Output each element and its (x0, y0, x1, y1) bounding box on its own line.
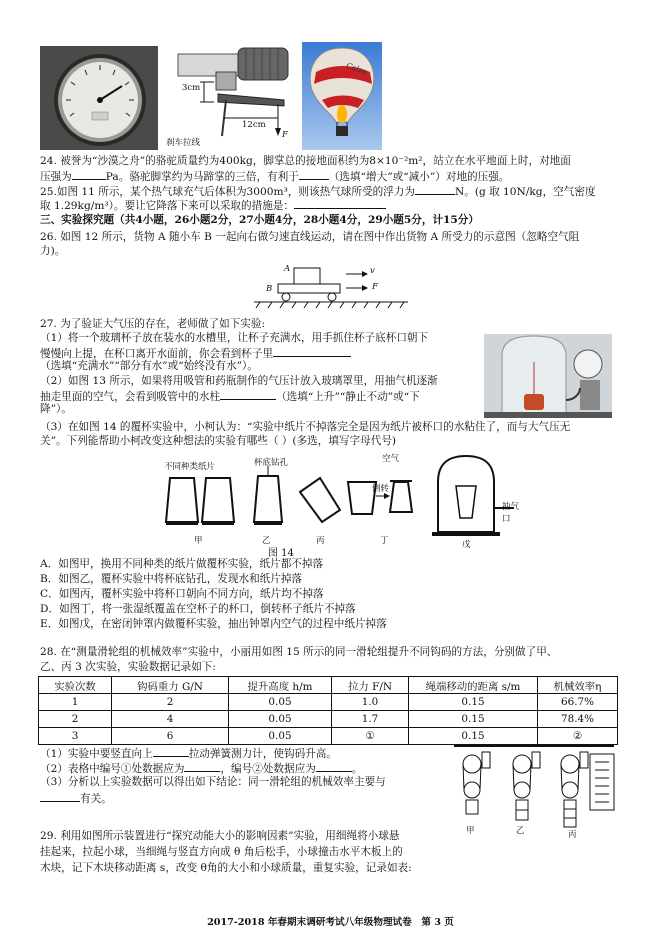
table-cell: 4 (112, 711, 229, 728)
q24-line2-a: 压强为 (40, 171, 72, 183)
cart-drawing (254, 262, 410, 310)
fig12-label-f: F (372, 282, 378, 292)
balloon-brand-text: Calzo (345, 60, 368, 77)
table-cell: 2 (112, 694, 229, 711)
fig14-flip-label: 倒转 (372, 484, 390, 494)
table-row (39, 728, 618, 745)
q28-sub2-a: （2）表格中编号①处数据应为 (40, 763, 185, 775)
table-cell: ① (332, 728, 409, 745)
table-cell: 0.05 (229, 711, 332, 728)
q24-line2 (40, 169, 509, 184)
dim-3cm-label: 3cm (182, 83, 201, 93)
table-cell: 0.15 (409, 711, 538, 728)
fig15-yi-label: 乙 (516, 826, 525, 836)
bell-jar-drawing (484, 334, 612, 418)
pulley-drawing (450, 744, 618, 838)
table-cell: ② (538, 728, 618, 745)
table-cell: 6 (112, 728, 229, 745)
table-cell: 1.7 (332, 711, 409, 728)
fig12-label-a: A (284, 264, 291, 274)
pressure-gauge-drawing (40, 46, 158, 150)
table-row (39, 694, 618, 711)
table-cell: 3 (39, 728, 112, 745)
fig14-ding-label: 丁 (380, 536, 389, 546)
table-cell: 0.05 (229, 728, 332, 745)
table-cell: 1 (39, 694, 112, 711)
table-header-row (39, 677, 618, 694)
q24-blank-effect[interactable] (299, 169, 329, 180)
table-cell: 78.4% (538, 711, 618, 728)
table-header-cell: 钩码重力 G/N (112, 677, 229, 694)
table-cell: 1.0 (332, 694, 409, 711)
brake-lever-drawing (166, 44, 298, 148)
fig14-pump-label: 抽气口 (502, 502, 520, 524)
q25-line1-b: N。(g 取 10N/kg，空气密度 (454, 186, 596, 198)
table-cell: 0.15 (409, 694, 538, 711)
q27-intro: 27. 为了验证大气压的存在，老师做了如下实验: (40, 318, 266, 330)
table-cell: 0.15 (409, 728, 538, 745)
q25-line1-a: 25.如图 11 所示，某个热气球充气后体积为3000m³，则该热气球所受的浮力为 (40, 186, 415, 198)
table-row (39, 711, 618, 728)
fig12-label-b: B (266, 284, 273, 294)
q27-p3-line2: 关”。下列能帮助小柯改变这种想法的实验有哪些（ ）(多选，填写字母代号) (40, 435, 397, 447)
table-header-cell: 提升高度 h/m (229, 677, 332, 694)
q27-p1-line3: （选填“充满水”“部分有水”或“始终没有水”）。 (40, 360, 258, 372)
table-header-cell: 实验次数 (39, 677, 112, 694)
q27-p2-b: 抽走里面的空气，会看到吸管中的水柱 (40, 391, 221, 403)
q27-option-e: E．如图戊，在密闭钟罩内做覆杯实验，抽出钟罩内空气的过程中纸片掉落 (40, 618, 387, 630)
fig14-drill-label: 杯底钻孔 (254, 458, 289, 468)
fig14-cup-experiments (150, 452, 520, 548)
q24-line2-b: Pa。骆驼脚掌约为马蹄掌的三倍，有利于 (105, 171, 299, 183)
q27-blank-column[interactable] (220, 389, 276, 400)
q25-line2 (40, 198, 386, 213)
q28-data-table (38, 676, 618, 745)
hot-air-balloon-photo (302, 42, 382, 150)
q28-blank-1[interactable] (184, 761, 220, 772)
q27-option-b: B．如图乙，覆杯实验中将杯底钻孔，发现水和纸片掉落 (40, 573, 303, 585)
q28-sub2-b: ，编号②处数据应为 (220, 763, 316, 775)
force-f-label: F (282, 130, 288, 140)
table-cell: 2 (39, 711, 112, 728)
fig15-pulley-diagram (450, 744, 618, 838)
q28-sub1-b: 拉动弹簧测力计，使钩码升高。 (188, 748, 337, 760)
table-header-cell: 绳端移动的距离 s/m (409, 677, 538, 694)
section-3-heading: 三、实验探究题（共4小题，26小题2分，27小题4分，28小题4分，29小题5分，计15分） (40, 214, 479, 226)
fig14-jia-label: 甲 (194, 536, 203, 546)
q25-blank-buoyancy[interactable] (415, 184, 455, 195)
q29-line1: 29. 利用如图所示装置进行“探究动能大小的影响因素”实验，用细绳将小球悬 (40, 830, 400, 842)
table-header-cell: 机械效率η (538, 677, 618, 694)
q28-blank-factor[interactable] (40, 791, 80, 802)
dim-12cm-label: 12cm (242, 120, 266, 130)
q28-sub1-a: （1）实验中要竖直向上 (40, 748, 153, 760)
q25-line1 (40, 184, 596, 199)
q28-line2: 乙、丙 3 次实验，实验数据记录如下: (40, 661, 216, 673)
fig14-bing-label: 丙 (316, 536, 325, 546)
q24-line1: 24. 被誉为“沙漠之舟”的骆驼质量约为400kg，脚掌总的接地面积约为8×10⁻²m²，站立在水平地面上时，对地面 (40, 155, 571, 167)
q25-line2-a: 取 1.29kg/m³）。要让它降落下来可以采取的措施是： (40, 200, 294, 212)
q27-option-a: A．如图甲，换用不同种类的纸片做覆杯实验，纸片都不掉落 (40, 558, 324, 570)
q27-blank-cup[interactable] (273, 346, 351, 357)
q29-line2: 挂起来，拉起小球，当细绳与竖直方向成 θ 角后松手，小球撞击水平木板上的 (40, 846, 403, 858)
fig13-barometer-photo (484, 334, 612, 418)
fig14-yi-label: 乙 (262, 536, 271, 546)
q28-sub3-b: 有关。 (80, 793, 112, 805)
q24-line2-c: （选填“增大”或“减小”）对地的压强。 (328, 171, 510, 183)
table-cell: 0.05 (229, 694, 332, 711)
q26-line2: 力)。 (40, 245, 66, 257)
q28-sub1 (40, 746, 337, 761)
q26-line1: 26. 如图 12 所示，货物 A 随小车 B 一起向右做匀速直线运动，请在图中作出货物 A 所受力的示意图（忽略空气阻 (40, 231, 580, 243)
fig14-caption: 图 14 (268, 548, 294, 559)
fig15-bing-label: 丙 (568, 830, 577, 840)
q27-option-d: D．如图丁，将一张湿纸覆盖在空杯子的杯口，倒转杯子纸片不掉落 (40, 603, 356, 615)
q29-line3: 木块，记下木块移动距离 s，改变 θ角的大小和小球质量，重复实验，记录如表: (40, 862, 412, 874)
brake-wire-label: 刹车拉线 (166, 138, 201, 148)
q27-p2-line3: 降”）。 (40, 403, 72, 415)
q27-p1-line2 (40, 346, 351, 361)
table-cell: 66.7% (538, 694, 618, 711)
fig12-cart-diagram (254, 262, 410, 310)
q27-p1-b: 慢慢向上提，在杯口离开水面前，你会看到杯子里 (40, 348, 274, 360)
q28-sub2-c: 。 (351, 763, 363, 775)
fig12-label-v: v (370, 266, 375, 276)
table-header-cell: 拉力 F/N (332, 677, 409, 694)
page-footer: 2017-2018 年春期末调研考试八年级物理试卷 第 3 页 (207, 917, 454, 928)
q25-blank-measure[interactable] (294, 198, 386, 209)
pressure-gauge-photo (40, 46, 158, 150)
q28-blank-motion[interactable] (153, 746, 189, 757)
balloon-drawing (302, 42, 382, 150)
q28-sub3-line2 (40, 791, 112, 806)
q27-p2-line2 (40, 389, 420, 404)
q27-p3-line1: （3）在如图 14 的覆杯实验中，小柯认为：“实验中纸片不掉落完全是因为纸片被杯口的水粘住了，而与大气压无 (40, 421, 571, 433)
q27-p1-line1: （1）将一个玻璃杯子放在装水的水槽里，让杯子充满水，用手抓住杯子底杯口朝下 (40, 332, 429, 344)
q27-option-c: C．如图丙，覆杯实验中将杯口朝向不同方向，纸片均不掉落 (40, 588, 324, 600)
q28-blank-2[interactable] (316, 761, 352, 772)
fig14-paper-label: 不同种类纸片 (164, 462, 216, 472)
q28-sub3-line1: （3）分析以上实验数据可以得出如下结论：同一滑轮组的机械效率主要与 (40, 776, 386, 788)
bicycle-brake-diagram (166, 44, 298, 148)
q27-p2-c: （选填“上升”“静止不动”或“下 (276, 391, 420, 403)
q27-p2-line1: （2）如图 13 所示，如果将用吸管和药瓶制作的气压计放入玻璃罩里，用抽气机逐渐 (40, 375, 438, 387)
q24-blank-pressure[interactable] (72, 169, 106, 180)
fig15-jia-label: 甲 (466, 826, 475, 836)
q28-sub2 (40, 761, 362, 776)
q28-line1: 28. 在“测量滑轮组的机械效率”实验中，小丽用如图 15 所示的同一滑轮组提升不同钩码的方法，分别做了甲、 (40, 646, 558, 658)
fig14-air-label: 空气 (382, 454, 400, 464)
fig14-wu-label: 戊 (462, 540, 471, 550)
